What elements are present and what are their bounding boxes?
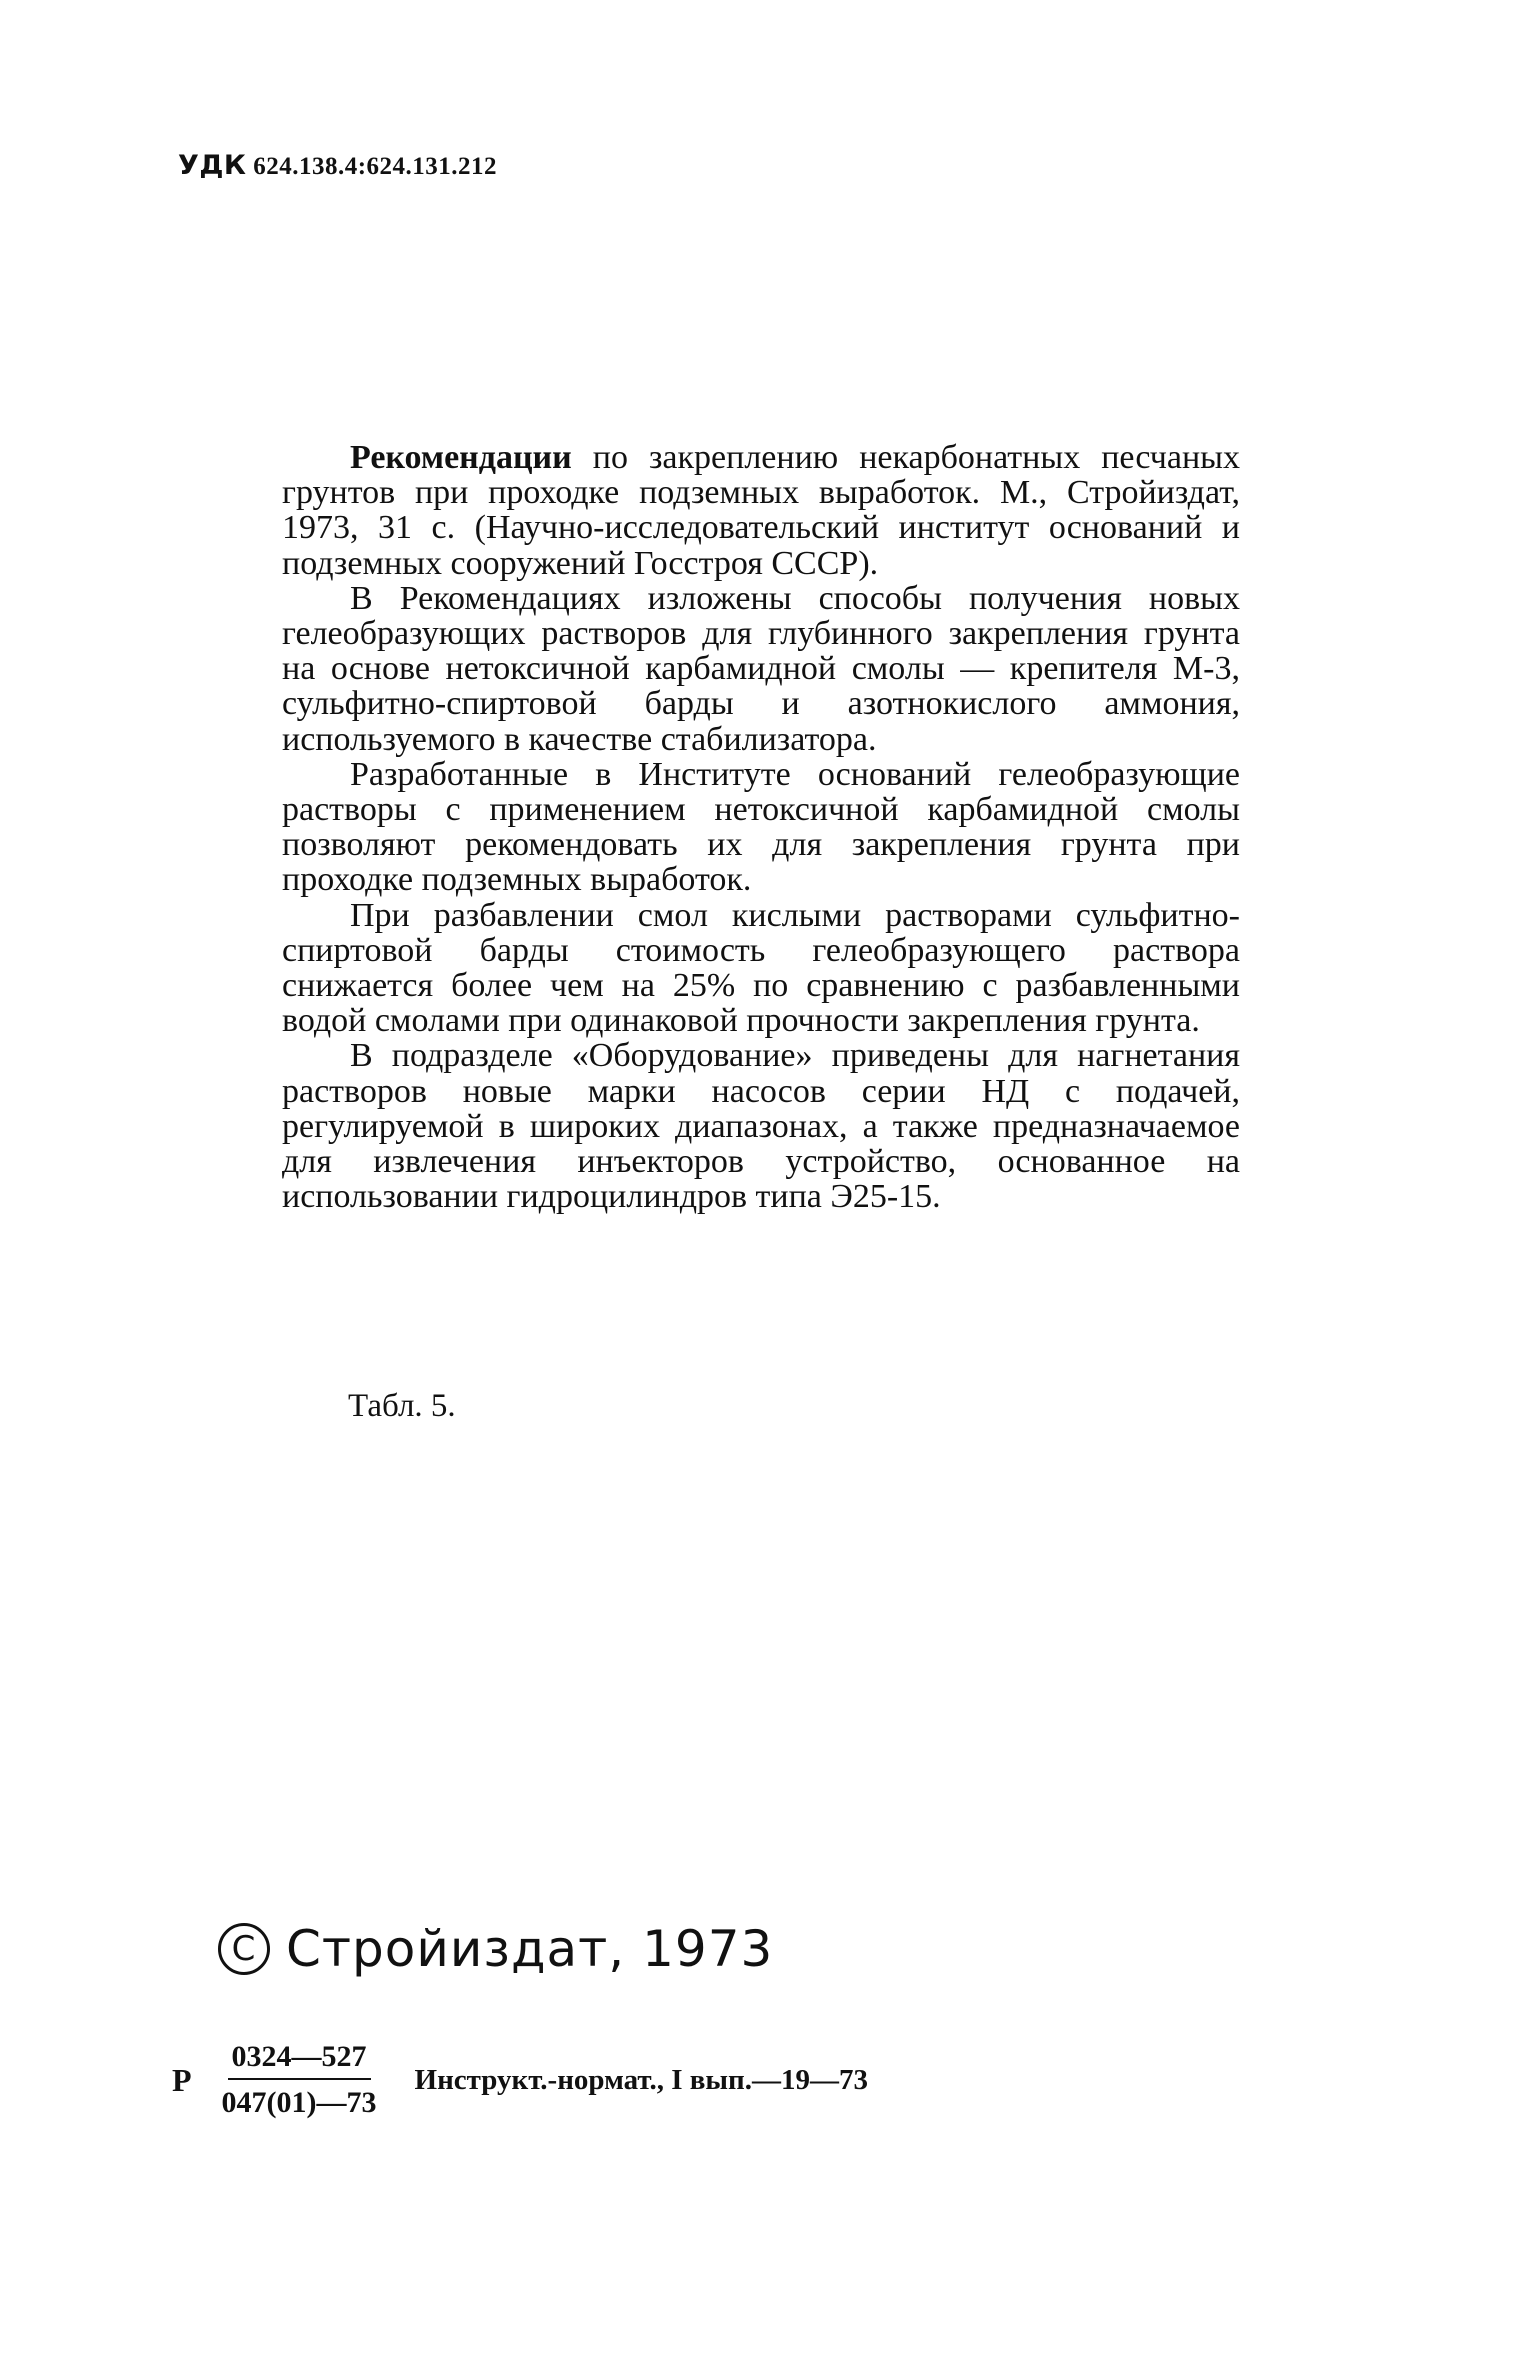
abstract-paragraph: В подразделе «Оборудование» приведены для нагнетания растворов новые марки насосов серии НД с подачей, регулируемой в широких диапазонах, а также предназначаемое для извлечения инъекторов устройство, основанное на использовании гидроцилиндров типа Э25-15.	[282, 1037, 1240, 1216]
abstract-paragraph: При разбавлении смол кислыми растворами сульфитно-спиртовой барды стоимость гелеобразующего раствора снижается более чем на 25% по сравнению с разбавленными водой смолами при одинаковой прочности закрепления грунта.	[282, 896, 1240, 1040]
abstract-block	[282, 440, 1240, 1214]
imprint-denominator: 047(01)—73	[221, 2086, 377, 2119]
abstract-paragraph: Разработанные в Институте оснований гелеобразующие растворы с применением нетоксичной карбамидной смолы позволяют рекомендовать их для закрепления грунта при проходке подземных выработок.	[282, 755, 1240, 899]
copyright-line	[218, 1920, 773, 1978]
citation-title: Рекомендации	[350, 439, 572, 476]
imprint-code	[172, 2040, 868, 2120]
citation-rest: по закреплению некарбонатных песчаных грунтов при проходке подземных выработок. М., Стройиздат, 1973, 31 с. (Научно-исследовательский институт оснований и подземных сооружений Госстроя СССР).	[282, 439, 1240, 582]
udk-label: УДК	[178, 150, 247, 181]
udk-code	[178, 150, 497, 181]
bibliographic-citation	[282, 440, 1240, 581]
udk-number: 624.138.4:624.131.212	[253, 153, 498, 180]
copyright-text: Стройиздат, 1973	[286, 1920, 774, 1978]
abstract-paragraph: В Рекомендациях изложены способы получения новых гелеобразующих растворов для глубинного закрепления грунта на основе нетоксичной карбамидной смолы — крепителя М-3, сульфитно-спиртовой барды и азотнокислого аммония, используемого в качестве стабилизатора.	[282, 579, 1240, 758]
imprint-numerator: 0324—527	[228, 2040, 371, 2080]
tables-note: Табл. 5.	[348, 1388, 456, 1424]
copyright-icon: C	[218, 1923, 270, 1975]
imprint-series: Инструкт.-нормат., I вып.—19—73	[414, 2063, 869, 2096]
imprint-letter: Р	[172, 2061, 192, 2098]
imprint-fraction	[218, 2040, 381, 2120]
